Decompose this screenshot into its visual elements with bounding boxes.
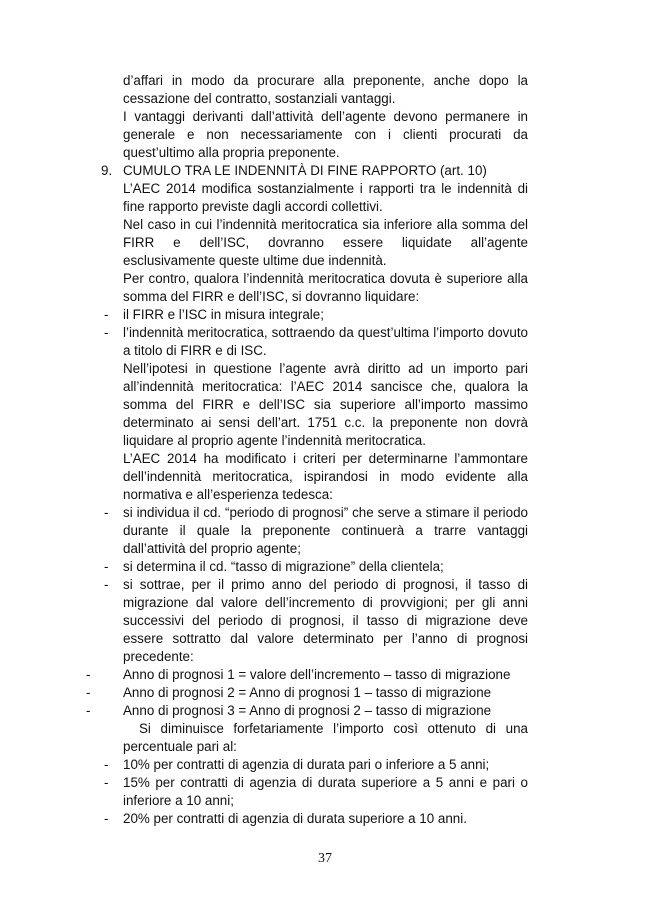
list-item-text: 20% per contratti di agenzia di durata superiore a 10 anni. [123,811,467,826]
section-number: 9. [101,163,113,178]
dash-marker: - [86,703,91,718]
paragraph: Nell’ipotesi in questione l’agente avrà diritto ad un importo pari all’indennità meritocratica: l’AEC 2014 sancisce che, qualora la somma del FIRR e dell’ISC sia superiore all’importo massimo determinato ai sensi dell’art. 1751 c.c. la preponente non dovrà liquidare al proprio agente l’indennità meritocratica. [123,361,528,448]
dash-marker: - [86,667,91,682]
dash-marker: - [86,685,91,700]
dash-marker: - [104,325,109,340]
list-item [104,306,528,324]
body-text [86,72,528,828]
list-item-text: l’indennità meritocratica, sottraendo da quest’ultima l’importo dovuto a titolo di FIRR e di ISC. [123,325,528,358]
formula-line [86,684,528,702]
list-item-text: 10% per contratti di agenzia di durata pari o inferiore a 5 anni; [123,757,490,772]
list-item-text: il FIRR e l’ISC in misura integrale; [123,307,324,322]
paragraph: Nel caso in cui l’indennità meritocratica sia inferiore alla somma del FIRR e dell’ISC, dovranno essere liquidate all’agente esclusivamente queste ultime due indennità. [123,217,528,268]
paragraph: L’AEC 2014 modifica sostanzialmente i rapporti tra le indennità di fine rapporto previste dagli accordi collettivi. [123,181,528,214]
dash-marker: - [104,307,109,322]
paragraph: Per contro, qualora l’indennità meritocratica dovuta è superiore alla somma del FIRR e dell’ISC, si dovranno liquidare: [123,271,528,304]
list-item-text: si individua il cd. “periodo di prognosi” che serve a stimare il periodo durante il quale la preponente continuerà a trarre vantaggi dall’attività del proprio agente; [123,505,528,556]
list-item [104,756,528,774]
list-item [104,810,528,828]
dash-marker: - [104,775,109,790]
dash-marker: - [104,505,109,520]
list-item [104,576,528,666]
list-item-text: 15% per contratti di agenzia di durata superiore a 5 anni e pari o inferiore a 10 anni; [123,775,528,808]
list-item [104,504,528,558]
formula-text: Anno di prognosi 2 = Anno di prognosi 1 – tasso di migrazione [123,685,492,700]
list-item-text: si sottrae, per il primo anno del periodo di prognosi, il tasso di migrazione dal valore dell’incremento di provvigioni; per gli anni successivi del periodo di prognosi, il tasso di migrazione deve essere sottratto dal valore determinato per l’anno di prognosi precedente: [123,577,528,664]
section-heading [101,162,528,180]
section-title: CUMULO TRA LE INDENNITÀ DI FINE RAPPORTO (art. 10) [123,163,487,178]
formula-text: Anno di prognosi 1 = valore dell’incremento – tasso di migrazione [123,667,511,682]
paragraph: L’AEC 2014 ha modificato i criteri per determinarne l’ammontare dell’indennità meritocratica, ispirandosi in modo evidente alla normativa e all’esperienza tedesca: [123,451,528,502]
list-item [104,558,528,576]
formula-line [86,666,528,684]
dash-marker: - [104,811,109,826]
formula-line [86,702,528,720]
page-number: 37 [318,851,332,866]
list-item [104,774,528,810]
dash-marker: - [104,757,109,772]
paragraph: d’affari in modo da procurare alla preponente, anche dopo la cessazione del contratto, sostanziali vantaggi. [123,73,528,106]
list-item [104,324,528,360]
dash-marker: - [104,559,109,574]
dash-marker: - [104,577,109,592]
paragraph: I vantaggi derivanti dall’attività dell’agente devono permanere in generale e non necessariamente con i clienti procurati da quest’ultimo alla propria preponente. [123,109,528,160]
formula-text: Anno di prognosi 3 = Anno di prognosi 2 – tasso di migrazione [123,703,492,718]
list-item-text: si determina il cd. “tasso di migrazione” della clientela; [123,559,444,574]
paragraph: Si diminuisce forfetariamente l’importo così ottenuto di una percentuale pari al: [123,721,528,754]
